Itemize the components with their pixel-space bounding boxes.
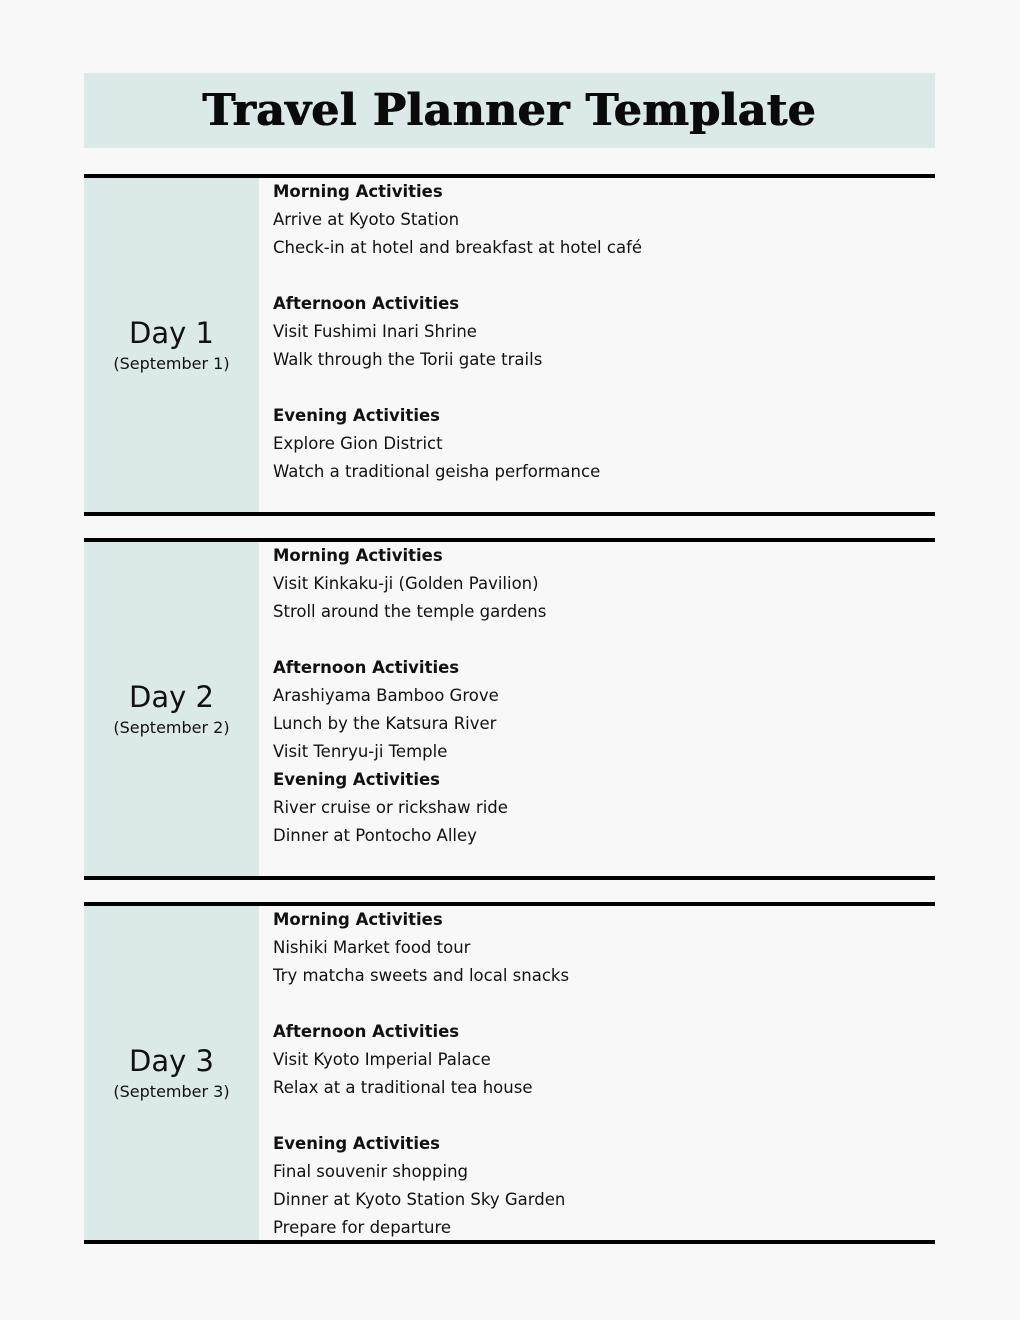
activity-item: Relax at a traditional tea house [273,1078,533,1097]
activity-item: Nishiki Market food tour [273,938,471,957]
spacer [273,262,642,290]
day-label [84,542,259,876]
activity-item: Explore Gion District [273,434,443,453]
day-activities [259,542,546,876]
spacer [273,1102,569,1130]
day-label [84,178,259,512]
activity-item: River cruise or rickshaw ride [273,798,508,817]
spacer [273,626,546,654]
activity-item: Dinner at Kyoto Station Sky Garden [273,1190,566,1209]
activity-item: Try matcha sweets and local snacks [273,966,570,985]
day-activities [259,906,569,1240]
activity-item: Stroll around the temple gardens [273,602,547,621]
day-section [84,538,935,880]
activity-item: Watch a traditional geisha performance [273,462,601,481]
activity-heading: Afternoon Activities [273,294,460,313]
activity-heading: Morning Activities [273,182,443,201]
activity-heading: Morning Activities [273,910,443,929]
activity-item: Visit Kyoto Imperial Palace [273,1050,491,1069]
day-section [84,902,935,1244]
activity-heading: Afternoon Activities [273,1022,460,1041]
activity-item: Lunch by the Katsura River [273,714,497,733]
title-banner [84,73,935,148]
activity-heading: Afternoon Activities [273,658,460,677]
spacer [273,990,569,1018]
day-name: Day 1 [129,315,214,350]
day-date: (September 3) [113,1081,230,1101]
day-name: Day 2 [129,679,214,714]
activity-item: Visit Kinkaku-ji (Golden Pavilion) [273,574,539,593]
activity-heading: Morning Activities [273,546,443,565]
day-date: (September 2) [113,717,230,737]
spacer [273,374,642,402]
day-section [84,174,935,516]
activity-item: Visit Tenryu-ji Temple [273,742,448,761]
activity-item: Prepare for departure [273,1218,452,1237]
activity-item: Final souvenir shopping [273,1162,469,1181]
activity-heading: Evening Activities [273,406,440,425]
page-title: Travel Planner Template [202,85,817,136]
activity-item: Dinner at Pontocho Alley [273,826,477,845]
activity-item: Check-in at hotel and breakfast at hotel café [273,238,643,257]
day-name: Day 3 [129,1043,214,1078]
activity-heading: Evening Activities [273,1134,440,1153]
activity-item: Visit Fushimi Inari Shrine [273,322,477,341]
activity-heading: Evening Activities [273,770,440,789]
day-label [84,906,259,1240]
day-date: (September 1) [113,353,230,373]
day-activities [259,178,642,512]
activity-item: Walk through the Torii gate trails [273,350,543,369]
activity-item: Arrive at Kyoto Station [273,210,460,229]
activity-item: Arashiyama Bamboo Grove [273,686,499,705]
